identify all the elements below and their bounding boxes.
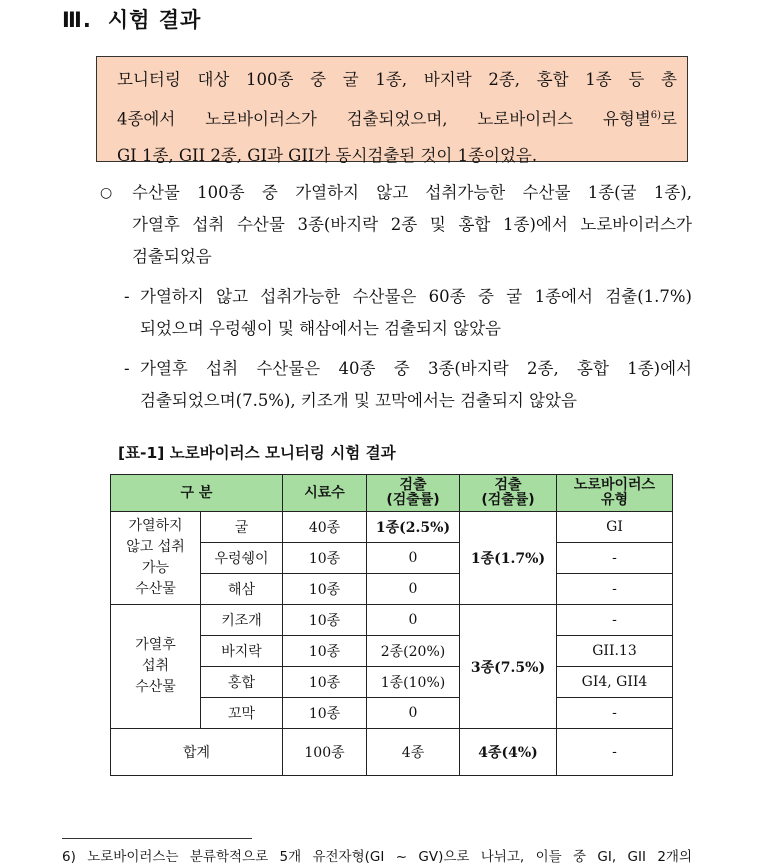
group-name-line: 가열후 (135, 637, 176, 653)
header-samples: 시료수 (283, 475, 367, 512)
section-heading (62, 4, 201, 34)
item-type: - (557, 543, 673, 574)
bullet-paragraph (100, 177, 692, 273)
item-detected: 1종(10%) (367, 667, 460, 698)
item-type: GI (557, 512, 673, 543)
total-samples: 100종 (283, 729, 367, 776)
header-group-detected-line-2: (검출률) (481, 492, 535, 508)
group-rate-cooked: 3종(7.5%) (460, 605, 557, 729)
summary-line-3: GI 1종, GII 2종, GI과 GII가 동시검출된 것이 1종이었음. (117, 145, 538, 165)
group-name-line: 섭취 (141, 658, 170, 674)
group-rate-raw: 1종(1.7%) (460, 512, 557, 605)
group-name-line: 수산물 (135, 581, 176, 597)
group-name-line: 않고 섭취 (126, 539, 185, 555)
header-detected (367, 475, 460, 512)
item-name: 키조개 (201, 605, 283, 636)
header-group-detected-line-1: 검출 (494, 477, 522, 493)
footnote-divider (62, 838, 252, 839)
bullet-line-2: 가열후 섭취 수산물 3종(바지락 2종 및 홍합 1종)에서 노로바이러스가 (132, 215, 692, 234)
total-label: 합계 (111, 729, 283, 776)
header-virus-type-line-2: 유형 (600, 492, 629, 508)
total-type: - (557, 729, 673, 776)
group-name-line: 가열하지 (128, 518, 183, 534)
table-total-row (111, 729, 673, 776)
item-name: 홍합 (201, 667, 283, 698)
group-name-line: 가능 (141, 560, 170, 576)
item-name: 우렁쉥이 (201, 543, 283, 574)
item-samples: 10종 (283, 574, 367, 605)
sub-item-cooked-seafood (124, 353, 692, 417)
summary-box (96, 56, 688, 165)
item-samples: 10종 (283, 636, 367, 667)
total-rate: 4종(4%) (460, 729, 557, 776)
group-name-raw (111, 512, 201, 605)
item-samples: 10종 (283, 698, 367, 729)
item-type: - (557, 605, 673, 636)
item-samples: 40종 (283, 512, 367, 543)
footnote: 6) 노로바이러스는 분류학적으로 5개 유전자형(GI ~ GV)으로 나뉘고, 이들 중 GI, GII 2개의 (62, 849, 692, 865)
item-name: 바지락 (201, 636, 283, 667)
results-table (110, 474, 673, 776)
item-type: - (557, 574, 673, 605)
bullet-line-3: 검출되었음 (132, 247, 212, 266)
item-detected: 0 (367, 574, 460, 605)
sub-item-2-line-1: 가열후 섭취 수산물은 40종 중 3종(바지락 2종, 홍합 1종)에서 (140, 359, 692, 378)
sub-item-1-line-1: 가열하지 않고 섭취가능한 수산물은 60종 중 굴 1종에서 검출(1.7%) (140, 287, 692, 306)
item-type: - (557, 698, 673, 729)
header-detected-line-1: 검출 (399, 477, 427, 493)
circle-bullet-icon: ○ (100, 185, 113, 201)
sub-item-2-line-2: 검출되었으며(7.5%), 키조개 및 꼬막에서는 검출되지 않았음 (140, 391, 577, 410)
header-virus-type-line-1: 노로바이러스 (573, 477, 656, 493)
table-title: [표-1] 노로바이러스 모니터링 시험 결과 (118, 444, 396, 462)
total-detected: 4종 (367, 729, 460, 776)
item-detected: 0 (367, 605, 460, 636)
item-detected: 2종(20%) (367, 636, 460, 667)
section-number: Ⅲ. (62, 8, 92, 32)
item-detected: 1종(2.5%) (367, 512, 460, 543)
dash-bullet-icon: - (124, 287, 130, 306)
summary-line-2 (117, 98, 677, 138)
item-detected: 0 (367, 698, 460, 729)
group-name-line: 수산물 (135, 679, 176, 695)
group-name-cooked (111, 605, 201, 729)
header-category: 구 분 (111, 475, 283, 512)
item-type: GII.13 (557, 636, 673, 667)
header-group-detected (460, 475, 557, 512)
item-name: 해삼 (201, 574, 283, 605)
item-samples: 10종 (283, 543, 367, 574)
header-detected-line-2: (검출률) (386, 492, 440, 508)
table-row (111, 605, 673, 636)
summary-line-2-end: 로 (661, 109, 677, 129)
item-samples: 10종 (283, 667, 367, 698)
item-name: 꼬막 (201, 698, 283, 729)
item-name: 굴 (201, 512, 283, 543)
summary-line-2-text: 4종에서 노로바이러스가 검출되었으며, 노로바이러스 유형별 (117, 109, 651, 129)
item-type: GI4, GII4 (557, 667, 673, 698)
sub-item-1-line-2: 되었으며 우렁쉥이 및 해삼에서는 검출되지 않았음 (140, 319, 501, 338)
footnote-reference: 6) (650, 110, 662, 121)
sub-item-raw-seafood (124, 281, 692, 345)
dash-bullet-icon: - (124, 359, 130, 378)
item-detected: 0 (367, 543, 460, 574)
item-samples: 10종 (283, 605, 367, 636)
summary-line-1: 모니터링 대상 100종 중 굴 1종, 바지락 2종, 홍합 1종 등 총 (117, 70, 677, 89)
table-row (111, 512, 673, 543)
bullet-line-1: 수산물 100종 중 가열하지 않고 섭취가능한 수산물 1종(굴 1종), (132, 183, 692, 202)
table-header-row (111, 475, 673, 512)
header-virus-type (557, 475, 673, 512)
section-title: 시험 결과 (107, 8, 202, 32)
